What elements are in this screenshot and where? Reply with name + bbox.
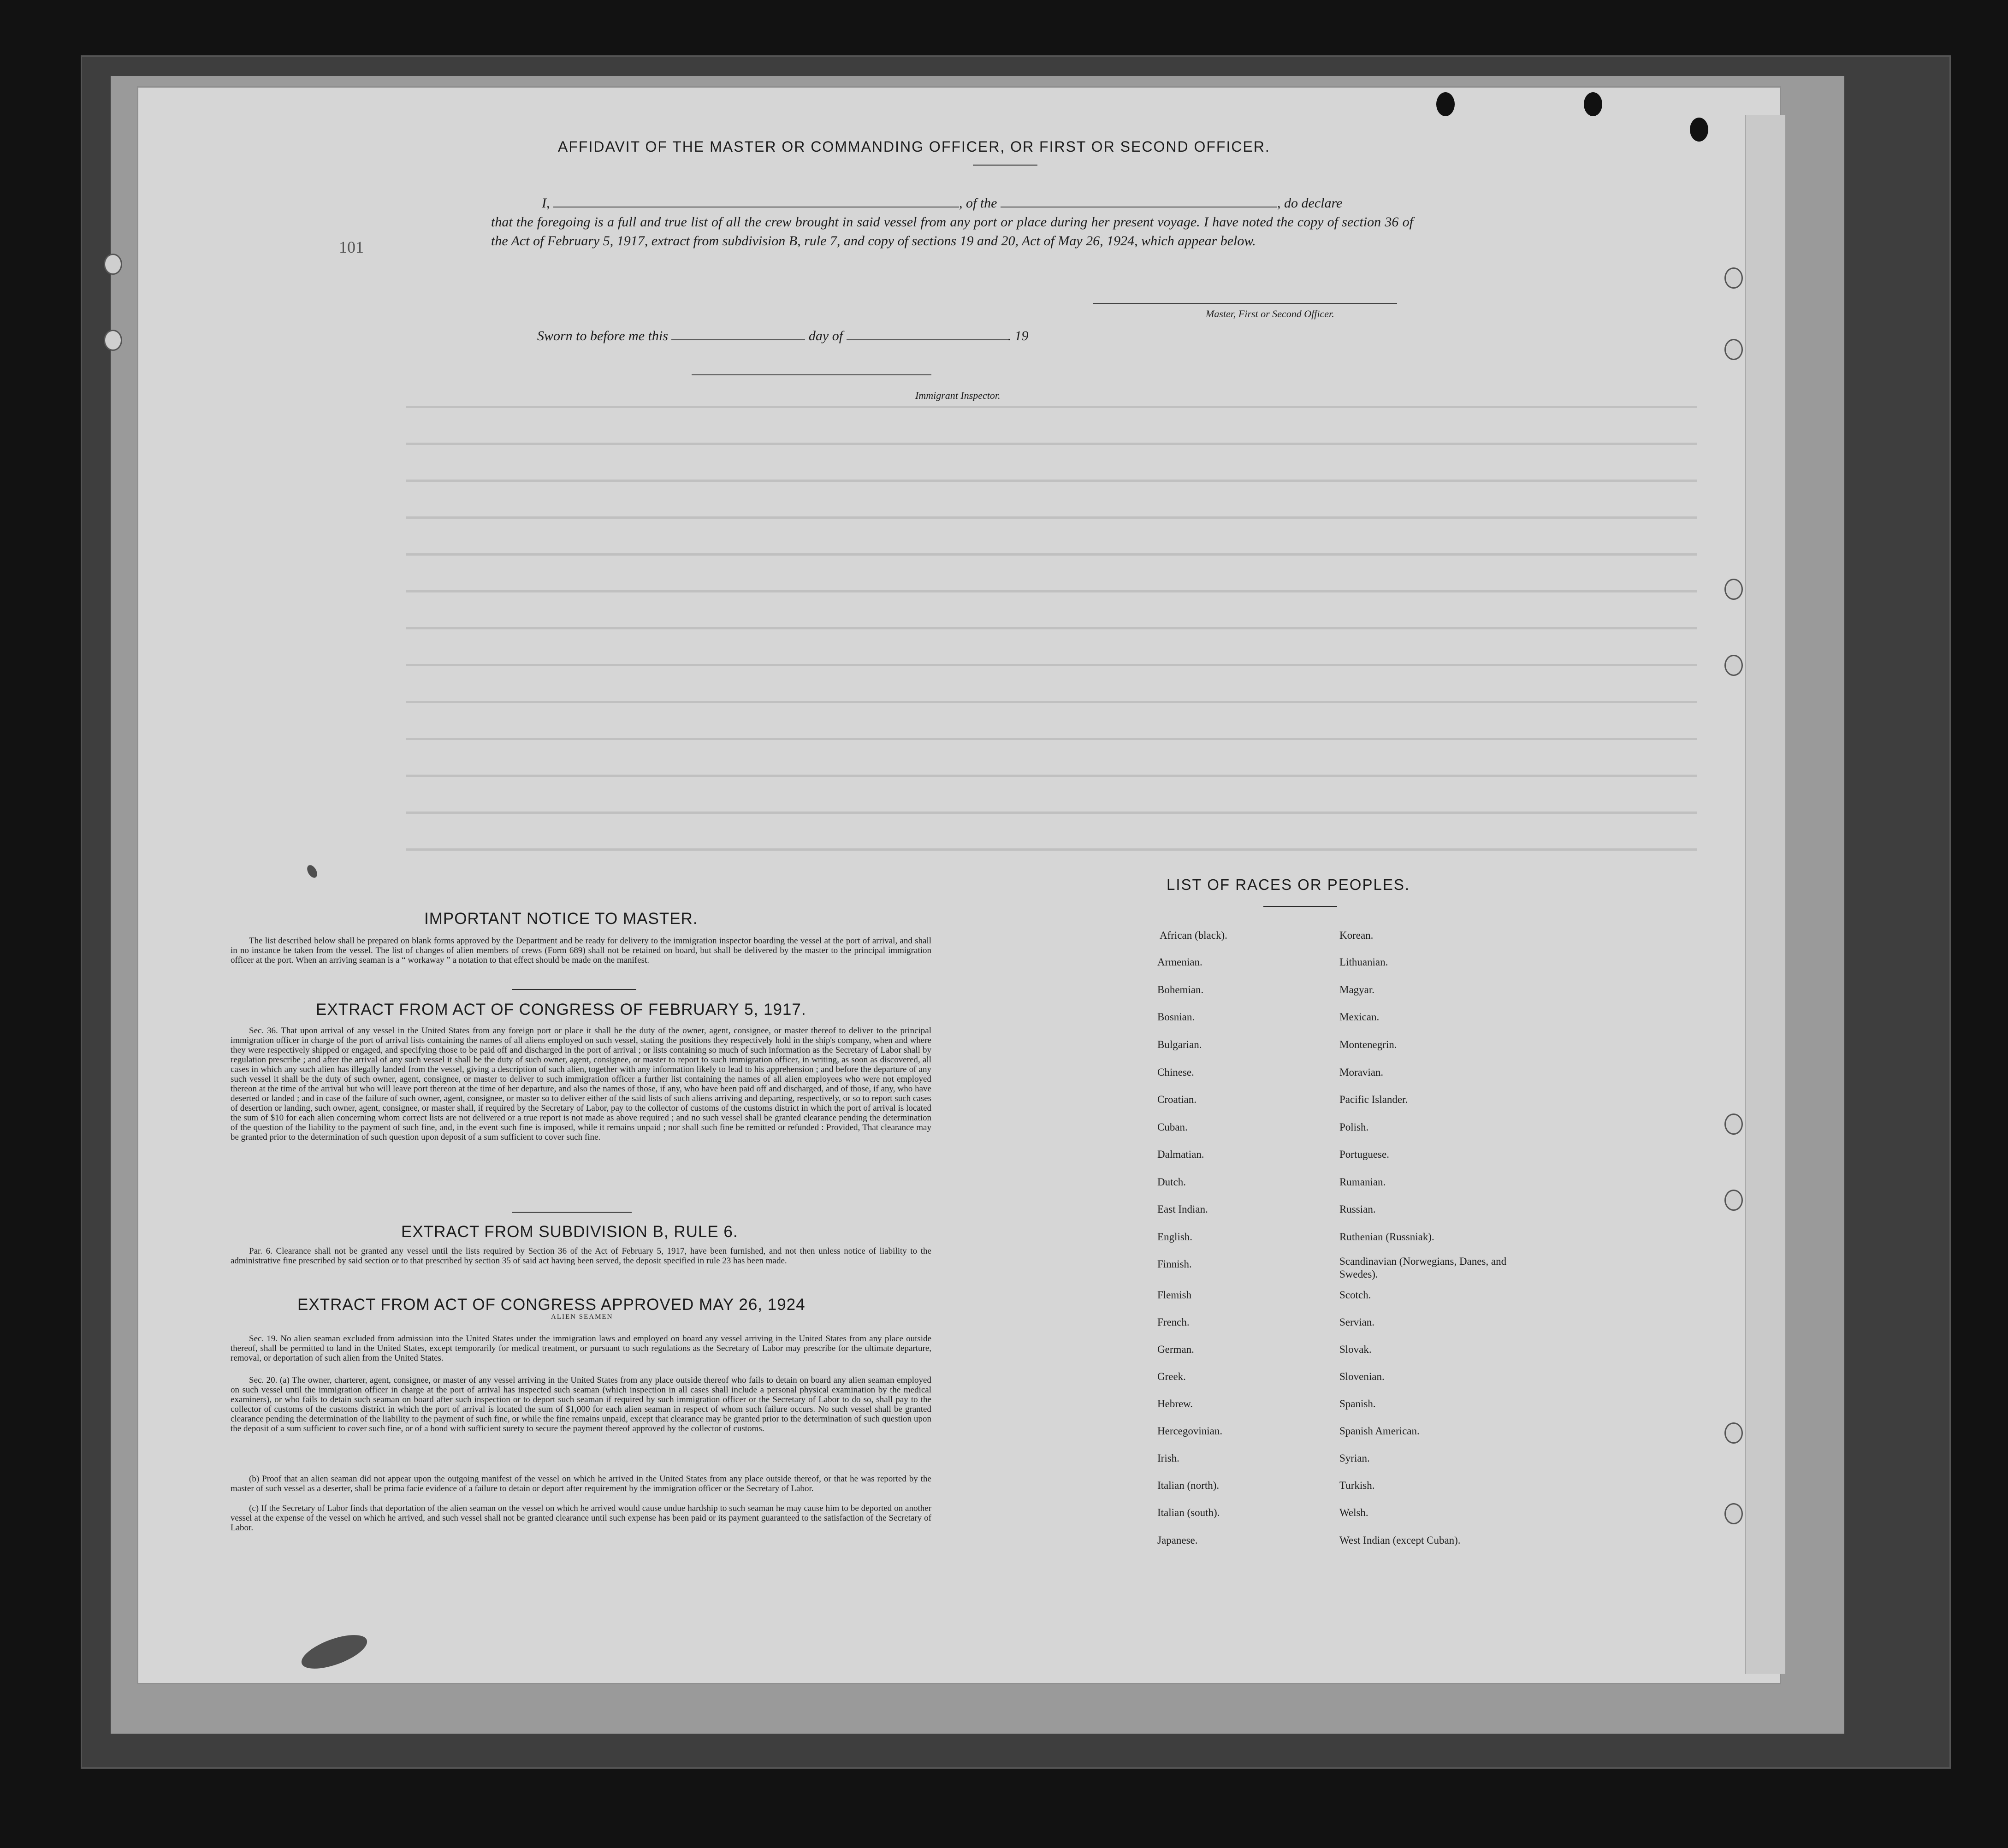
sec20b-body: (b) Proof that an alien seaman did not appear upon the outgoing manifest of the vessel on which he arrived in the United States from any place outside thereof, or that he was reported by the master of such vessel as a deserter, shall be prima facie evidence of a failure to detain or deport after requirement by the immigration officer or the Secretary of Labor. [231,1474,931,1493]
punch-hole [1584,92,1602,116]
day-of-label: day of [808,328,843,344]
race-left-item: Japanese. [1157,1534,1198,1546]
race-left-item: Hercegovinian. [1157,1425,1223,1437]
section-rule [512,1212,632,1213]
binding-ring [1724,267,1743,289]
race-left-item: English. [1157,1231,1193,1243]
race-left-item: Dalmatian. [1157,1149,1204,1160]
race-left-item: Greek. [1157,1371,1186,1382]
sec19-body: Sec. 19. No alien seaman excluded from admission into the United States under the immigration laws and employed on board any vessel arriving in the United States from any place outside thereof, shall be permitted to land in the United States, except temporarily for medical treatment, or pursuant to such regulations as the Secretary of Labor may prescribe for the ultimate departure, removal, or deportation of such alien from the United States. [231,1334,931,1363]
race-right-item: Scotch. [1339,1289,1371,1301]
race-left-item: Finnish. [1157,1258,1192,1270]
sworn-text: Sworn to before me this [537,328,668,344]
binding-ring [104,254,122,275]
race-left-item: German. [1157,1344,1194,1355]
sec20a-body: Sec. 20. (a) The owner, charterer, agent, consignee, or master of any vessel arriving in the United States from any place outside thereof who fails to detain on board any alien seaman employed on such vessel until the immigration officer in charge at the port of arrival has inspected such seaman (which inspection in all cases shall include a personal physical examination by the medical examiners), or who fails to detain such seaman on board after such inspection or to deport such seaman if required by such immigration officer or the Secretary of Labor to do so, shall pay to the collector of customs of the customs district in which the port of arrival is located the sum of $1,000 for each alien seaman in respect of whom such failure occurs. No such vessel shall be granted clearance pending the determination of the liability to the payment of such fine, or while the fine remains unpaid, except that clearance may be granted prior to the determination of such question upon the deposit of a sum sufficient to cover such fine, or of a bond with sufficient surety to secure the payment thereof approved by the collector of customs. [231,1375,931,1433]
binding-strip [1745,115,1785,1674]
binding-ring [1724,579,1743,600]
do-declare-label: , do declare [1277,195,1343,211]
race-left-item: Flemish [1157,1289,1192,1301]
document-page [138,88,1780,1683]
binding-ring [1724,1114,1743,1135]
race-left-item: Bosnian. [1157,1011,1195,1023]
race-right-item: Polish. [1339,1121,1369,1133]
extract-rule6-title: EXTRACT FROM SUBDIVISION B, RULE 6. [401,1223,738,1241]
signature-label: Master, First or Second Officer. [1206,308,1334,320]
extract-rule6-body: Par. 6. Clearance shall not be granted any vessel until the lists required by Section 36 of the Act of February 5, 1917, have been furnished, and not then unless notice of liability to the administrative fine prescribed by said section or to that prescribed by section 35 of said act having been served, the deposit specified in rule 23 has been made. [231,1246,931,1266]
binding-ring [1724,1190,1743,1211]
race-right-item: Moravian. [1339,1066,1384,1078]
race-left-item: Italian (north). [1157,1480,1220,1491]
extract-1917-title: EXTRACT FROM ACT OF CONGRESS OF FEBRUARY 5, 1917. [316,1001,806,1019]
affidavit-text [491,194,1413,250]
sworn-date-blank[interactable] [671,339,805,340]
race-left-item: Bulgarian. [1157,1039,1202,1050]
punch-hole [1436,92,1455,116]
title-underline [973,165,1037,166]
race-left-item: East Indian. [1157,1203,1208,1215]
punch-hole [1690,118,1708,142]
extract-1917-body: Sec. 36. That upon arrival of any vessel in the United States from any foreign port or place it shall be the duty of the owner, agent, consignee, or master thereof to deliver to the principal immigration officer in charge of the port of arrival lists containing the names of all aliens employed on such vessel, stating the positions they respectively hold in the ship's company, when and where they were respectively shipped or engaged, and specifying those to be paid off and discharged in the port of arrival ; or lists containing so much of such information as the Secretary of Labor shall by regulation prescribe ; and after the arrival of any such vessel it shall be the duty of such owner, agent, consignee, or master to report to such immigration officer, in writing, as soon as discovered, all cases in which any such alien has illegally landed from the vessel, giving a description of such alien, together with any information likely to lead to his apprehension ; and before the departure of any such vessel it shall be the duty of such owner, agent, consignee, or master to deliver to such immigration officer a further list containing the names of all alien employees who were not employed thereon at the time of the arrival but who will leave port thereon at the time of her departure, and also the names of those, if any, who have been paid off and discharged, and of those, if any, who have deserted or landed ; and in case of the failure of such owner, agent, consignee, or master so to deliver either of the said lists of such aliens arriving and departing, respectively, or so to report such cases of desertion or landing, such owner, agent, consignee, or master shall, if required by the Secretary of Labor, pay to the collector of customs of the customs district in which the port of arrival is located the sum of $10 for each alien concerning whom correct lists are not delivered or a true report is not made as above required ; and no such vessel shall be granted clearance pending the determination of the question of the liability to the payment of such fine, and, in the event such fine is imposed, while it remains unpaid ; nor shall such fine be remitted or refunded : Provided, That clearance may be granted prior to the determination of such question upon deposit of a sum sufficient to cover such fine. [231,1026,931,1142]
race-left-item: Chinese. [1157,1066,1194,1078]
race-left-item: French. [1157,1316,1190,1328]
signature-line[interactable] [1093,303,1397,304]
affidavit-body: that the foregoing is a full and true list of all the crew brought in said vessel from any port or place during her present voyage. I have noted the copy of section 36 of the Act of February 5, 1917, extract from subdivision B, rule 7, and copy of sections 19 and 20, Act of May 26, 1924, which appear below. [491,214,1413,249]
extract-1924-subtitle: ALIEN SEAMEN [551,1313,613,1321]
extract-1924-title: EXTRACT FROM ACT OF CONGRESS APPROVED MAY 26, 1924 [297,1296,806,1314]
binding-ring [1724,1422,1743,1444]
race-right-item: Pacific Islander. [1339,1094,1408,1105]
race-right-item: Magyar. [1339,984,1375,995]
race-right-item: Slovenian. [1339,1371,1385,1382]
race-left-item: Irish. [1157,1452,1179,1464]
sec20c-body: (c) If the Secretary of Labor finds that deportation of the alien seaman on the vessel on which he arrived would cause undue hardship to such seaman he may cause him to be deported on another vessel at the expense of the vessel on which he arrived, and such vessel shall not be granted clearance until such expense has been paid or its payment guaranteed to the satisfaction of the Secretary of Labor. [231,1504,931,1533]
race-left-item: Hebrew. [1157,1398,1193,1410]
race-right-item: Montenegrin. [1339,1039,1397,1050]
inspector-label: Immigrant Inspector. [915,390,1001,401]
section-rule [512,989,636,990]
notice-title: IMPORTANT NOTICE TO MASTER. [424,910,698,928]
race-right-item: Slovak. [1339,1344,1372,1355]
races-title-underline [1263,906,1337,907]
race-right-item: Welsh. [1339,1507,1368,1518]
month-blank[interactable] [847,339,1008,340]
year-label: . 19 [1007,328,1029,344]
inspector-signature-line[interactable] [692,374,931,375]
race-right-item: Ruthenian (Russniak). [1339,1231,1434,1243]
binding-ring [1724,1503,1743,1524]
race-right-item: Mexican. [1339,1011,1380,1023]
race-left-item: Armenian. [1157,956,1202,968]
binding-ring [104,330,122,351]
race-right-item: Turkish. [1339,1480,1375,1491]
races-title: LIST OF RACES OR PEOPLES. [1167,876,1410,893]
race-right-item: Portuguese. [1339,1149,1389,1160]
race-right-item: Servian. [1339,1316,1375,1328]
race-right-item: Russian. [1339,1203,1376,1215]
notice-body: The list described below shall be prepared on blank forms approved by the Department and be ready for delivery to the immigration inspector boarding the vessel at the port of arrival, and shall in no instance be taken from the vessel. The list of changes of alien members of crews (Form 689) shall not be retained on board, but shall be delivered by the master to the principal immigration officer at the port. When an arriving seaman is a “ workaway ” a notation to that effect should be made on the manifest. [231,936,931,965]
race-right-item: Spanish American. [1339,1425,1420,1437]
race-left-item: Dutch. [1157,1176,1186,1188]
race-right-item: Rumanian. [1339,1176,1386,1188]
race-right-item: Spanish. [1339,1398,1376,1410]
binding-ring [1724,655,1743,676]
race-right-item: Scandinavian (Norwegians, Danes, and Swedes). [1339,1256,1507,1280]
affidavit-title: AFFIDAVIT OF THE MASTER OR COMMANDING OFFICER, OR FIRST OR SECOND OFFICER. [558,138,1270,155]
race-left-item: Italian (south). [1157,1507,1220,1518]
race-right-item: Korean. [1339,930,1374,941]
binding-ring [1724,339,1743,360]
margin-number: 101 [339,238,364,256]
race-right-item: West Indian (except Cuban). [1339,1534,1461,1546]
race-left-item: Croatian. [1157,1094,1197,1105]
affidavit-i: I, [542,195,550,211]
race-right-item: Lithuanian. [1339,956,1388,968]
of-the-label: , of the [959,195,997,211]
race-left-item: Bohemian. [1157,984,1204,995]
race-left-item: Cuban. [1157,1121,1188,1133]
sworn-line [537,328,1029,344]
race-right-item: Syrian. [1339,1452,1370,1464]
race-left-item: African (black). [1160,930,1227,941]
